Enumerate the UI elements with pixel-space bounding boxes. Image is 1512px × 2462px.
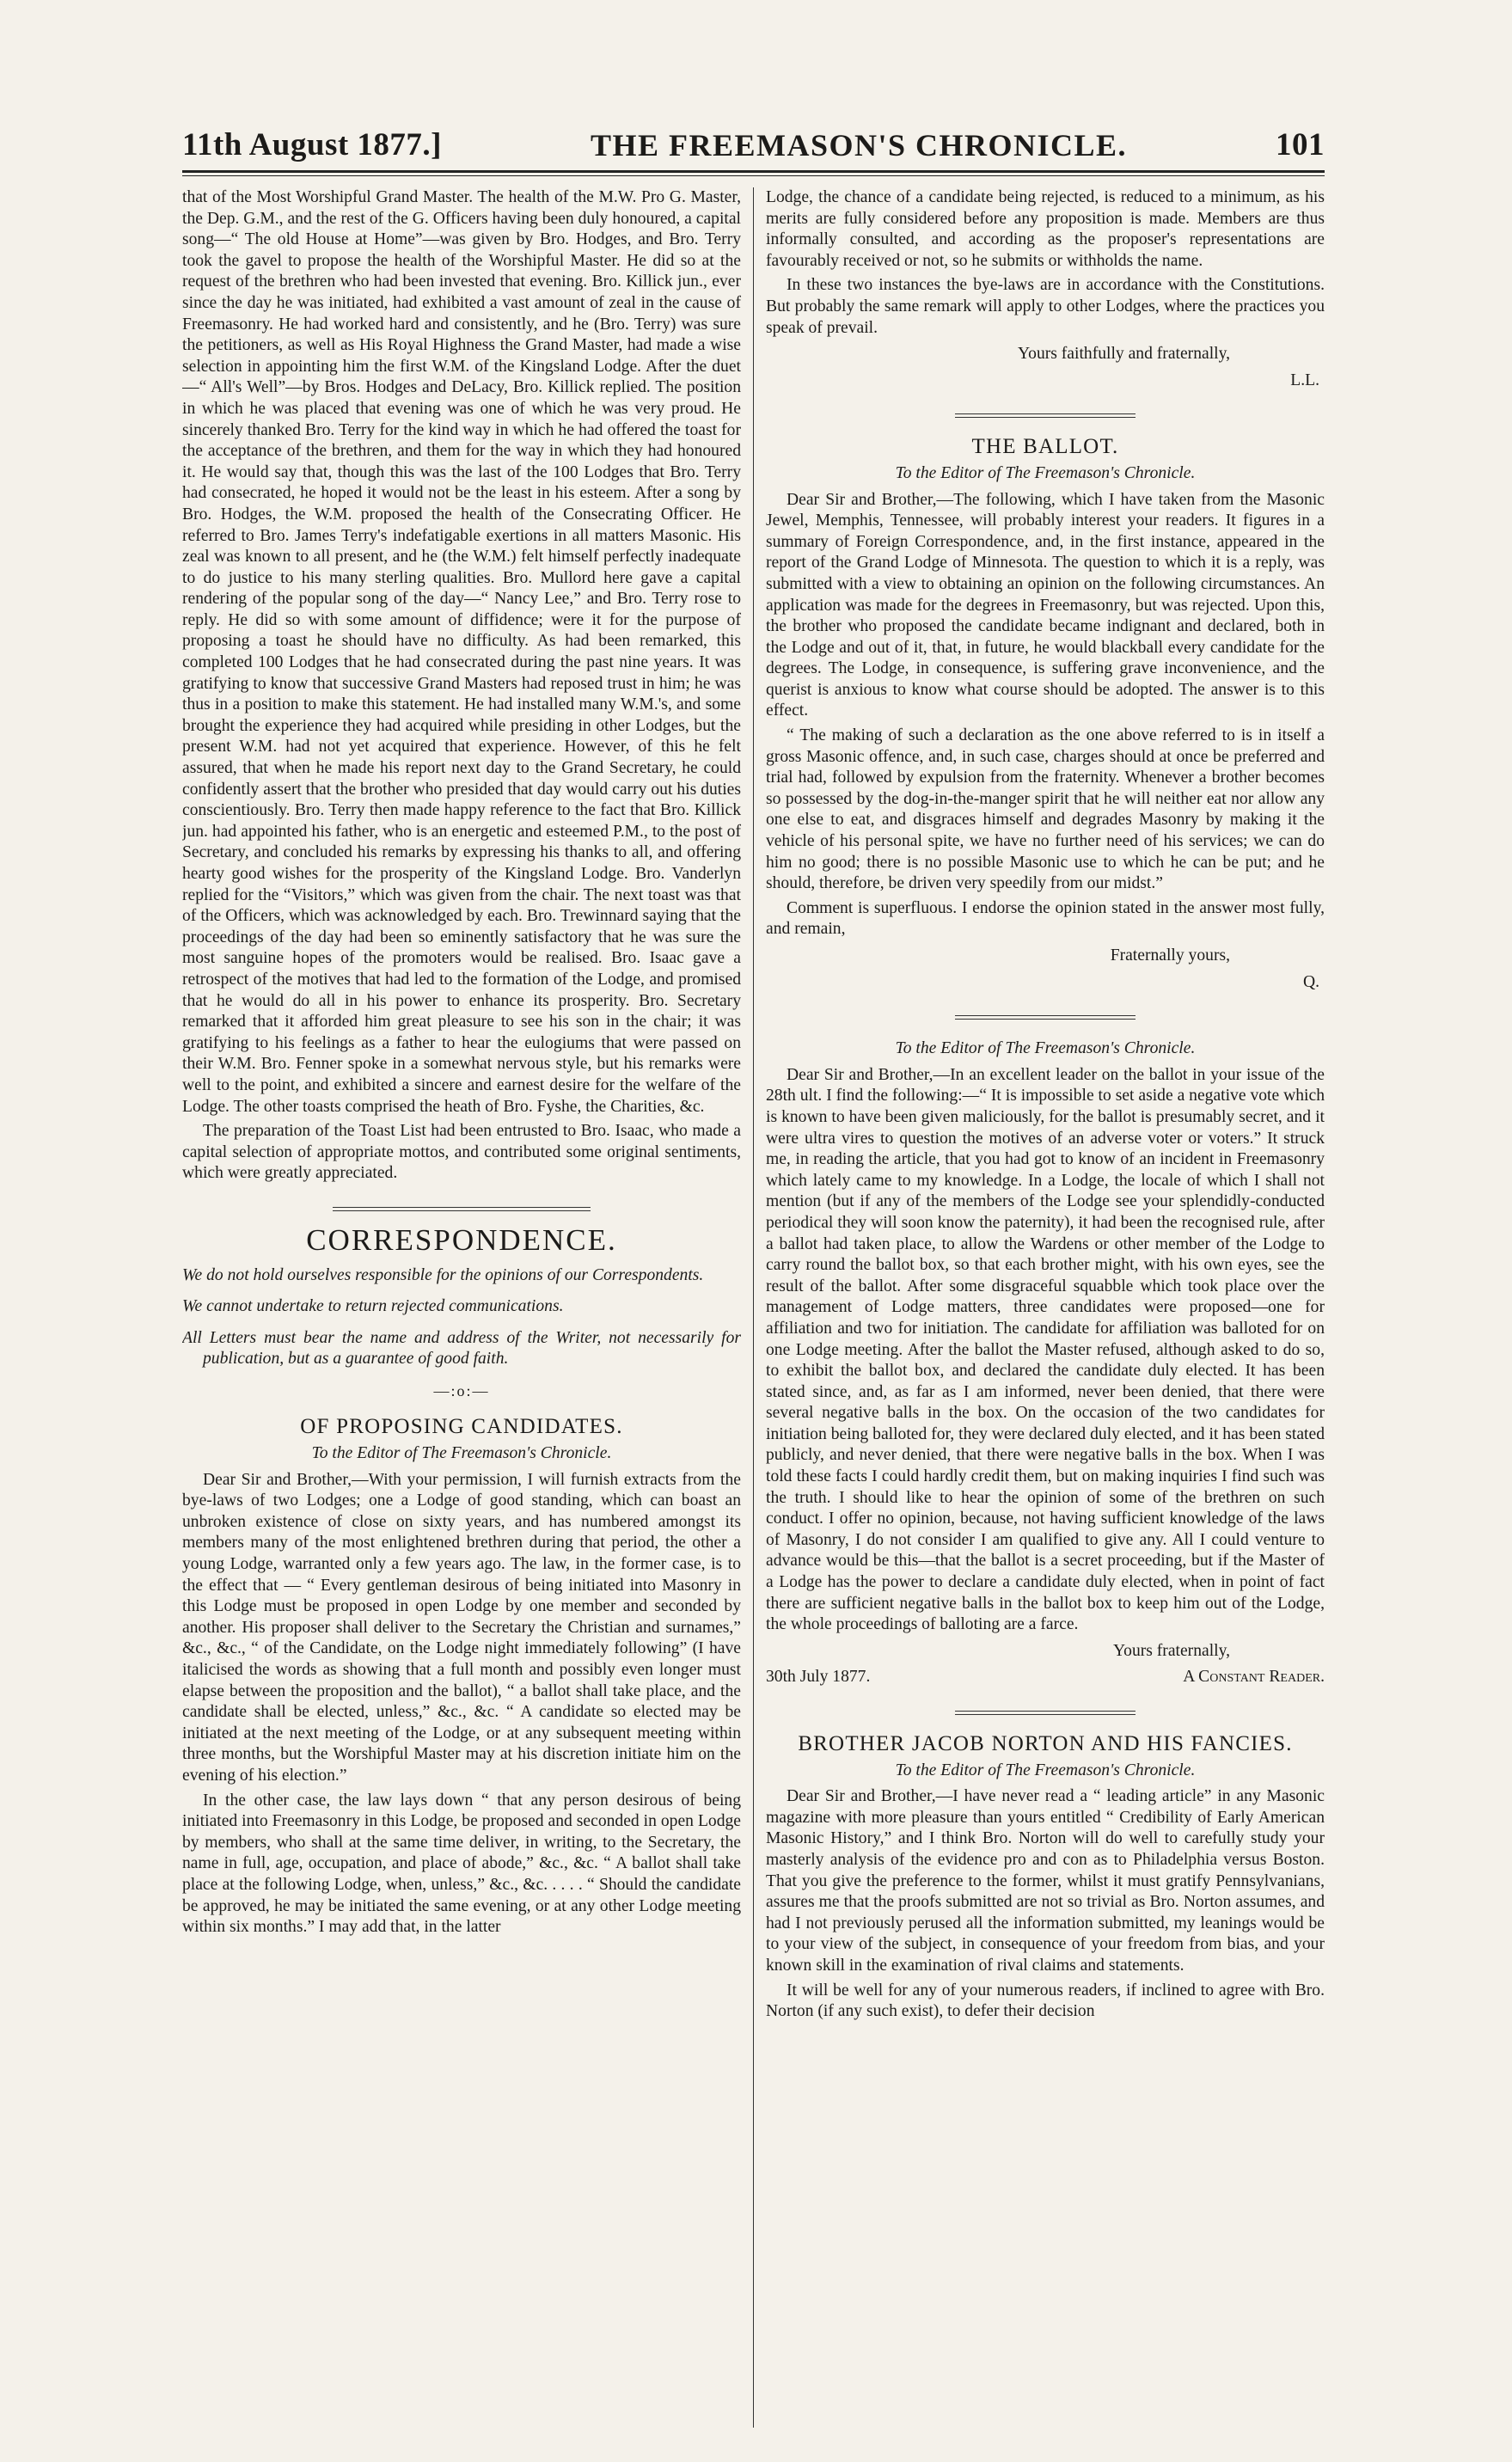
letter-paragraph: Dear Sir and Brother,—I have never read a “ leading article” in any Masonic magazine with more pleasure than yours entitled “ Credibility of Early American Masonic History,” and I think Bro. Norton will do well to carefully study your masterly analysis of the evidence pro and con as to Philadelphia versus Boston. That you give the preference to the former, whilst it must gratify Pennsylvanians, assures me that the proofs submitted are not so trivial as Bro. Norton assumes, and had I not previously perused all the information submitted, my leanings would be to your view of the subject, in consequence of your freedom from bias, and your known skill in the examination of rival claims and statements. — [766, 1787, 1325, 1975]
page-number: 101 — [1275, 127, 1325, 162]
masthead — [182, 112, 1325, 163]
letter-heading: THE BALLOT. — [971, 435, 1119, 459]
letter-signature: Q. — [1302, 972, 1319, 991]
letter-heading: BROTHER JACOB NORTON AND HIS FANCIES. — [798, 1732, 1293, 1755]
publication-title: THE FREEMASON'S CHRONICLE. — [590, 128, 1128, 162]
letter-paragraph: Dear Sir and Brother,—With your permission, I will furnish extracts from the bye-laws of two Lodges; one a Lodge of good standing, which can boast an unbroken existence of close on sixty years, and has numbered amongst its members many of the most enlightened brethren during that period, the other a young Lodge, warranted only a few years ago. The law, in the former case, is to the effect that — “ Every gentleman desirous of being initiated into Masonry in this Lodge must be proposed in open Lodge by one member and seconded by another. His proposer shall deliver to the Secretary the Christian and surnames,” &c., &c., “ of the Candidate, on the Lodge night immediately following” (I have italicised the words as showing that a full month and possibly even longer must elapse between the proposition and the ballot), “ a ballot shall take place, and the candidate shall be elected, unless,” &c., &c. “ A candidate so elected may be initiated at the next meeting of the Lodge, or at any subsequent meeting within three months, but the Worshipful Master may at his discretion initiate him on the evening of his election.” — [182, 1470, 741, 1785]
letter-signature: L.L. — [1290, 371, 1319, 389]
left-column — [182, 187, 753, 2428]
letter-salutation-line: To the Editor of The Freemason's Chronicle. — [895, 1039, 1196, 1058]
letter-date: 30th July 1877. — [766, 1668, 871, 1687]
report-paragraph: that of the Most Worshipful Grand Master. The health of the M.W. Pro G. Master, the Dep. G.M., and the rest of the G. Officers having been duly honoured, a capital song—“ The old House at Home”—was given by Bro. Hodges, and Bro. Terry took the gavel to propose the health of the Worshipful Master. He did so at the request of the brethren who had been invested that evening. Bro. Killick jun., ever since the day he was initiated, had exhibited a vast amount of zeal in the cause of Freemasonry. He had worked hard and consistently, and he (Bro. Terry) was sure the petitioners, as well as His Royal Highness the Grand Master, had made a wise selection in appointing him the first W.M. of the Kingsland Lodge. After the duet—“ All's Well”—by Bros. Hodges and DeLacy, Bro. Killick replied. The position in which he was placed that evening was one of which he was very proud. He sincerely thanked Bro. Terry for the kind way in which he had offered the toast for the acceptance of the brethren, and them for the way in which they had honoured it. He would say that, though this was the last of the 100 Lodges that Bro. Terry had consecrated, he hoped it would not be the least in his esteem. After a song by Bro. Hodges, the W.M. proposed the health of the Consecrating Officer. He referred to Bro. James Terry's indefatigable exertions in all matters Masonic. His zeal was known to all present, and he (the W.M.) felt himself perfectly inadequate to do justice to his many sterling qualities. Bro. Mullord here gave a capital rendering of the popular song of the day—“ Nancy Lee,” and Bro. Terry rose to reply. He did so with some amount of diffidence; were it for the purpose of proposing a toast he should have no difficulty. As had been remarked, this completed 100 Lodges that he had consecrated during the past nine years. It was gratifying to know that successive Grand Masters had reposed trust in him; he was thus in a position to make this statement. He had installed many W.M.'s, and some brought the experience they had acquired while presiding in other Lodges, but the present W.M. had not yet acquired that experience. However, of this he felt assured, that when he made his report next day to the Grand Secretary, he could confidently assert that the brother who presided that day would carry out his duties conscientiously. Bro. Terry then made happy reference to the fact that Bro. Killick jun. had appointed his father, who is an energetic and esteemed P.M., to the post of Secretary, and concluded his remarks by expressing his thanks to all, and offering hearty good wishes for the prosperity of the Kingsland Lodge. Bro. Vanderlyn replied for the “Visitors,” which was given from the chair. The next toast was that of the Officers, which was acknowledged by each. Bro. Trewinnard saying that the proceedings of the day had been so eminently satisfactory that he was sure the most sanguine hopes of the promoters would be realised. Bro. Isaac gave a retrospect of the motives that had led to the formation of the Lodge, and promised that he would do all in his power to enhance its prosperity. Bro. Secretary remarked that it afforded him great pleasure to see his son in the chair; it was gratifying to his feelings as a father to hear the eulogiums that were passed on their W.M. Bro. Fenner spoke in a somewhat nervous style, but his remarks were well to the point, and exhibited a sincere and earnest desire for the welfare of the Lodge. The other toasts comprised the heath of Bro. Fyshe, the Charities, &c. — [182, 188, 741, 1116]
letter-paragraph: Lodge, the chance of a candidate being rejected, is reduced to a minimum, as his merits are fully considered before any proposition is made. Members are thus informally consulted, and according as the proposer's representations are favourably received or not, so he submits or withholds the name. — [766, 188, 1325, 270]
right-column — [754, 187, 1325, 2428]
correspondence-heading: CORRESPONDENCE. — [306, 1222, 617, 1257]
editorial-disclaimer: All Letters must bear the name and address of the Writer, not necessarily for publication, but as a guarantee of good faith. — [182, 1328, 741, 1369]
letter-paragraph: Dear Sir and Brother,—The following, which I have taken from the Masonic Jewel, Memphis, Tennessee, will probably interest your readers. It figures in a summary of Foreign Correspondence, and, in the first instance, appeared in the report of the Grand Lodge of Minnesota. The question to which it is a reply, was submitted with a view to obtaining an opinion on the following circumstances. An application was made for the degrees in Freemasonry, but was rejected. Upon this, the brother who proposed the candidate became indignant and declared, both in the Lodge and out of it, that, in future, he would blackball every candidate for the degrees. The Lodge, in consequence, is suffering grave inconvenience, and the querist is anxious to know what course should be adopted. The answer is to this effect. — [766, 490, 1325, 720]
letter-salutation-line: To the Editor of The Freemason's Chronicle. — [895, 1761, 1196, 1779]
columns — [182, 187, 1325, 2428]
report-paragraph: The preparation of the Toast List had been entrusted to Bro. Isaac, who made a capital selection of appropriate mottos, and contributed some original sentiments, which were greatly appreciated. — [182, 1122, 741, 1183]
letter-heading: OF PROPOSING CANDIDATES. — [300, 1415, 623, 1439]
letter-signoff: Fraternally yours, — [1110, 946, 1230, 965]
letter-signoff: Yours fraternally, — [1112, 1641, 1230, 1660]
section-separator — [955, 1711, 1136, 1715]
letter-signoff: Yours faithfully and fraternally, — [1017, 345, 1230, 364]
letter-dateline — [766, 1667, 1325, 1688]
ornament-divider: —:o:— — [433, 1381, 490, 1399]
editorial-disclaimer: We do not hold ourselves responsible for the opinions of our Correspondents. — [182, 1265, 704, 1284]
letter-paragraph: In the other case, the law lays down “ that any person desirous of being initiated into Freemasonry in this Lodge, be proposed and seconded in open Lodge by members, who shall at the same time deliver, in writing, to the Secretary, the name in full, age, occupation, and place of abode,” &c., &c. “ A ballot shall take place at the following Lodge, when, unless,” &c., &c. . . . . “ Should the candidate be approved, he may be initiated the same evening, or at any other Lodge meeting within six months.” I may add that, in the latter — [182, 1791, 741, 1937]
issue-date: 11th August 1877.] — [182, 127, 442, 162]
letter-paragraph: It will be well for any of your numerous readers, if inclined to agree with Bro. Norton (if any such exist), to defer their decision — [766, 1981, 1325, 2021]
letter-salutation-line: To the Editor of The Freemason's Chronicle. — [311, 1444, 612, 1463]
letter-paragraph: Comment is superfluous. I endorse the opinion stated in the answer most fully, and remain, — [766, 898, 1325, 939]
editorial-disclaimer: We cannot undertake to return rejected communications. — [182, 1297, 564, 1316]
letter-paragraph: In these two instances the bye-laws are in accordance with the Constitutions. But probably the same remark will apply to other Lodges, where the practices you speak of prevail. — [766, 276, 1325, 337]
letter-signature: A Constant Reader. — [1183, 1668, 1325, 1687]
section-separator — [955, 1015, 1136, 1020]
letter-paragraph: Dear Sir and Brother,—In an excellent leader on the ballot in your issue of the 28th ult. I find the following:—“ It is impossible to set aside a negative vote which is known to have been given maliciously, for the ballot is presumably secret, and it were ultra vires to question the motives of an adverse voter or voters.” It struck me, in reading the article, that you had got to know of an incident in Freemasonry which lately came to my knowledge. In a Lodge, the locale of which I shall not mention (but if any of the members of the Lodge see your splendidly-conducted periodical they will soon know the paternity), it had been the recognised rule, after a ballot had taken place, to allow the Wardens or other member of the Lodge to carry round the ballot box, so that each brother might, with his own eyes, see the result of the ballot. After some disgraceful squabble which took place over the management of Lodge matters, three candidates were proposed—one for affiliation and two for initiation. The candidate for affiliation was balloted for on one Lodge meeting. After the ballot the Master refused, although asked to do so, to exhibit the ballot box, and declared the candidate duly elected. It has been stated since, and, as far as I am informed, never been denied, that there were several negative balls in the box. On the occasion of the two candidates for initiation being balloted for, they were declared duly elected, and it has been stated publicly, and never denied, that there were negative balls in the box. When I was told these facts I could hardly credit them, but on making inquiries I find such was the truth. I should like to hear the opinion of some of the brethren on such conduct. I offer no opinion, because, not having sufficient knowledge of the laws of Masonry, I do not consider I am qualified to give any. All I could venture to advance would be this—that the ballot is a secret proceeding, but if the Master of a Lodge has the power to declare a candidate duly elected, when in point of fact there are sufficient negative balls in the ballot box to keep him out of the Lodge, the whole proceedings of balloting are a farce. — [766, 1065, 1325, 1634]
section-separator — [333, 1207, 591, 1211]
letter-salutation-line: To the Editor of The Freemason's Chronicle. — [895, 463, 1196, 482]
section-separator — [955, 413, 1136, 418]
letter-paragraph: “ The making of such a declaration as the one above referred to is in itself a gross Masonic offence, and, in such case, charges should at once be preferred and trial had, followed by expulsion from the fraternity. Whenever a brother becomes so possessed by the dog-in-the-manger spirit that he will neither eat nor allow any one else to eat, and disgraces himself and degrades Masonry by making it the vehicle of his personal spite, we have no further need of his services; we can do him no good; there is no possible Masonic use to which he can be put; and he should, therefore, be driven very speedily from our midst.” — [766, 726, 1325, 893]
masthead-rule — [182, 170, 1325, 176]
